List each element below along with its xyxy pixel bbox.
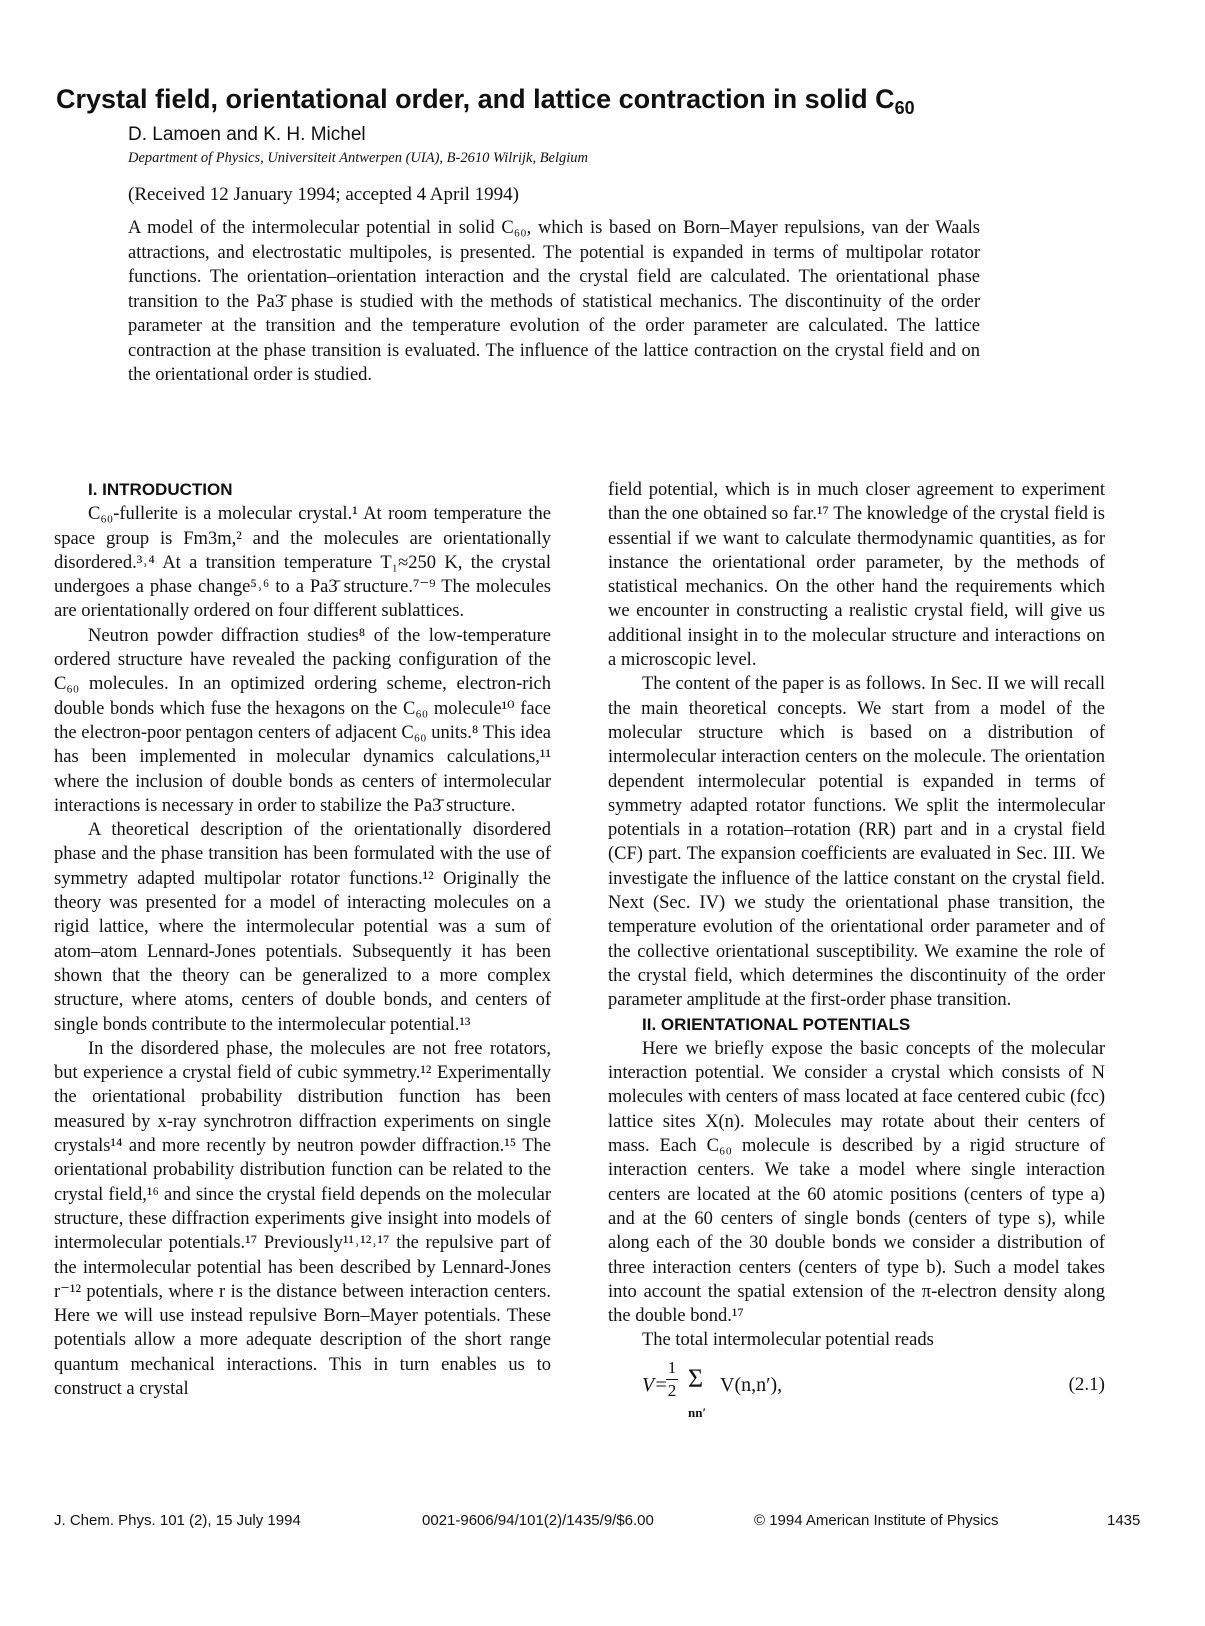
intro-paragraph-5: The content of the paper is as follows. In Sec. II we will recall the main theoretical concepts. We start from a model of the molecular structure which is based on a distribution of intermolecular interaction centers on the molecule. The orientation dependent intermolecular potential is expanded in terms of symmetry adapted rotator functions. We split the intermolecular potentials in a rotation–rotation (RR) part and in a crystal field (CF) part. The expansion coefficients are evaluated in Sec. III. We investigate the influence of the lattice constant on the crystal field. Next (Sec. IV) we study the orientational phase transition, the temperature evolution of the orientational order parameter and of the collective orientational susceptibility. We examine the role of the crystal field, which determines the discontinuity of the order parameter amplitude at the first-order phase transition. <box>608 674 1105 1011</box>
fraction-bar <box>666 1379 678 1380</box>
right-column <box>608 478 1105 1423</box>
intro-paragraph-4: In the disordered phase, the molecules are not free rotators, but experience a crystal field of cubic symmetry.¹² Experimentally the orientational probability distribution function has been measured by x-ray synchrotron diffraction experiments on single crystals¹⁴ and more recently by neutron powder diffraction.¹⁵ The orientational probability distribution function can be related to the crystal field,¹⁶ and since the crystal field depends on the molecular structure, these diffraction experiments give insight into models of intermolecular potentials.¹⁷ Previously¹¹˒¹²˒¹⁷ the repulsive part of the intermolecular potential has been described by Lennard-Jones r⁻¹² potentials, where r is the distance between interaction centers. Here we will use instead repulsive Born–Mayer potentials. These potentials allow a more adequate description of the short range quantum mechanical interactions. This in turn enables us to construct a crystal <box>54 1038 551 1399</box>
summation-symbol: Σ <box>688 1363 704 1393</box>
fraction-numerator: 1 <box>667 1357 677 1377</box>
left-column <box>54 478 551 1401</box>
affiliation: Department of Physics, Universiteit Antwerpen (UIA), B-2610 Wilrijk, Belgium <box>128 150 589 166</box>
intro-paragraph-3: A theoretical description of the orientationally disordered phase and the phase transition has been formulated with the use of symmetry adapted multipolar rotator functions.¹² Originally the theory was presented for a model of interacting molecules on a rigid lattice, where the intermolecular potential was a sum of atom–atom Lennard-Jones potentials. Subsequently it has been shown that the theory can be generalized to a more complex structure, where atoms, centers of double bonds, and centers of single bonds contribute to the intermolecular potential.¹³ <box>54 820 551 1035</box>
intro-paragraph-1: C₆₀-fullerite is a molecular crystal.¹ At room temperature the space group is Fm3m,² and the molecules are orientationally disordered.³˒⁴ At a transition temperature T₁≈250 K, the crystal undergoes a phase change⁵˒⁶ to a Pa3̄ structure.⁷⁻⁹ The molecules are orientationally ordered on four different sublattices. <box>54 504 551 622</box>
summation-index: nn′ <box>688 1404 707 1420</box>
received-dates: (Received 12 January 1994; accepted 4 April 1994) <box>128 184 519 205</box>
section-heading-orientational-potentials: II. ORIENTATIONAL POTENTIALS <box>642 1014 911 1034</box>
footer-journal: J. Chem. Phys. 101 (2), 15 July 1994 <box>54 1512 301 1529</box>
intro-paragraph-4-continued: field potential, which is in much closer agreement to experiment than the one obtained so far.¹⁷ The knowledge of the crystal field is essential if we want to calculate thermodynamic quantities, as for instance the orientational order parameter, by the methods of statistical mechanics. On the other hand the requirements which we encounter in constructing a realistic crystal field, will give us additional insight in to the molecular structure and interactions on a microscopic level. <box>608 480 1105 671</box>
authors: D. Lamoen and K. H. Michel <box>128 124 366 145</box>
equation-fraction <box>666 1359 678 1400</box>
fraction-denominator: 2 <box>667 1380 677 1400</box>
section-heading-introduction: I. INTRODUCTION <box>88 480 233 499</box>
abstract: A model of the intermolecular potential in solid C₆₀, which is based on Born–Mayer repulsions, van der Waals attractions, and electrostatic multipoles, is presented. The potential is expanded in terms of multipolar rotator functions. The orientation–orientation interaction and the crystal field are calculated. The orientational phase transition to the Pa3̄ phase is studied with the methods of statistical mechanics. The discontinuity of the order parameter at the transition and the temperature evolution of the order parameter are calculated. The lattice contraction at the phase transition is evaluated. The influence of the lattice contraction on the crystal field and on the orientational order is studied. <box>128 218 980 385</box>
page-footer <box>54 1512 1144 1536</box>
intro-paragraph-2: Neutron powder diffraction studies⁸ of the low-temperature ordered structure have revealed the packing configuration of the C₆₀ molecules. In an optimized ordering scheme, electron-rich double bonds which fuse the hexagons on the C₆₀ molecule¹⁰ face the electron-poor pentagon centers of adjacent C₆₀ units.⁸ This idea has been implemented in molecular dynamics calculations,¹¹ where the inclusion of double bonds as centers of intermolecular interactions is necessary in order to stabilize the Pa3̄ structure. <box>54 625 551 816</box>
footer-copyright: © 1994 American Institute of Physics <box>754 1512 999 1529</box>
section2-paragraph-2: The total intermolecular potential reads <box>642 1330 934 1351</box>
footer-page-number: 1435 <box>1107 1512 1141 1529</box>
footer-code: 0021-9606/94/101(2)/1435/9/$6.00 <box>422 1512 654 1529</box>
paper-title <box>56 82 1156 125</box>
equation-rhs: V(n,n′), <box>720 1373 783 1396</box>
title-subscript: 60 <box>894 98 915 118</box>
equation-number: (2.1) <box>1068 1373 1105 1395</box>
equation-2-1 <box>608 1359 1105 1423</box>
title-text: Crystal field, orientational order, and lattice contraction in solid C <box>56 84 895 114</box>
section2-paragraph-1: Here we briefly expose the basic concepts of the molecular interaction potential. We consider a crystal which consists of N molecules with centers of mass located at face centered cubic (fcc) lattice sites X(n). Molecules may rotate about their centers of mass. Each C₆₀ molecule is described by a rigid structure of interaction centers. We take a model where single interaction centers are located at the 60 atomic positions (centers of type a) and at the 60 centers of single bonds (centers of type s), while along each of the 30 double bonds we consider a distribution of three interaction centers (centers of type b). Such a model takes into account the spatial extension of the π-electron density along the double bond.¹⁷ <box>608 1038 1105 1327</box>
equation-lhs: V= <box>642 1373 668 1396</box>
